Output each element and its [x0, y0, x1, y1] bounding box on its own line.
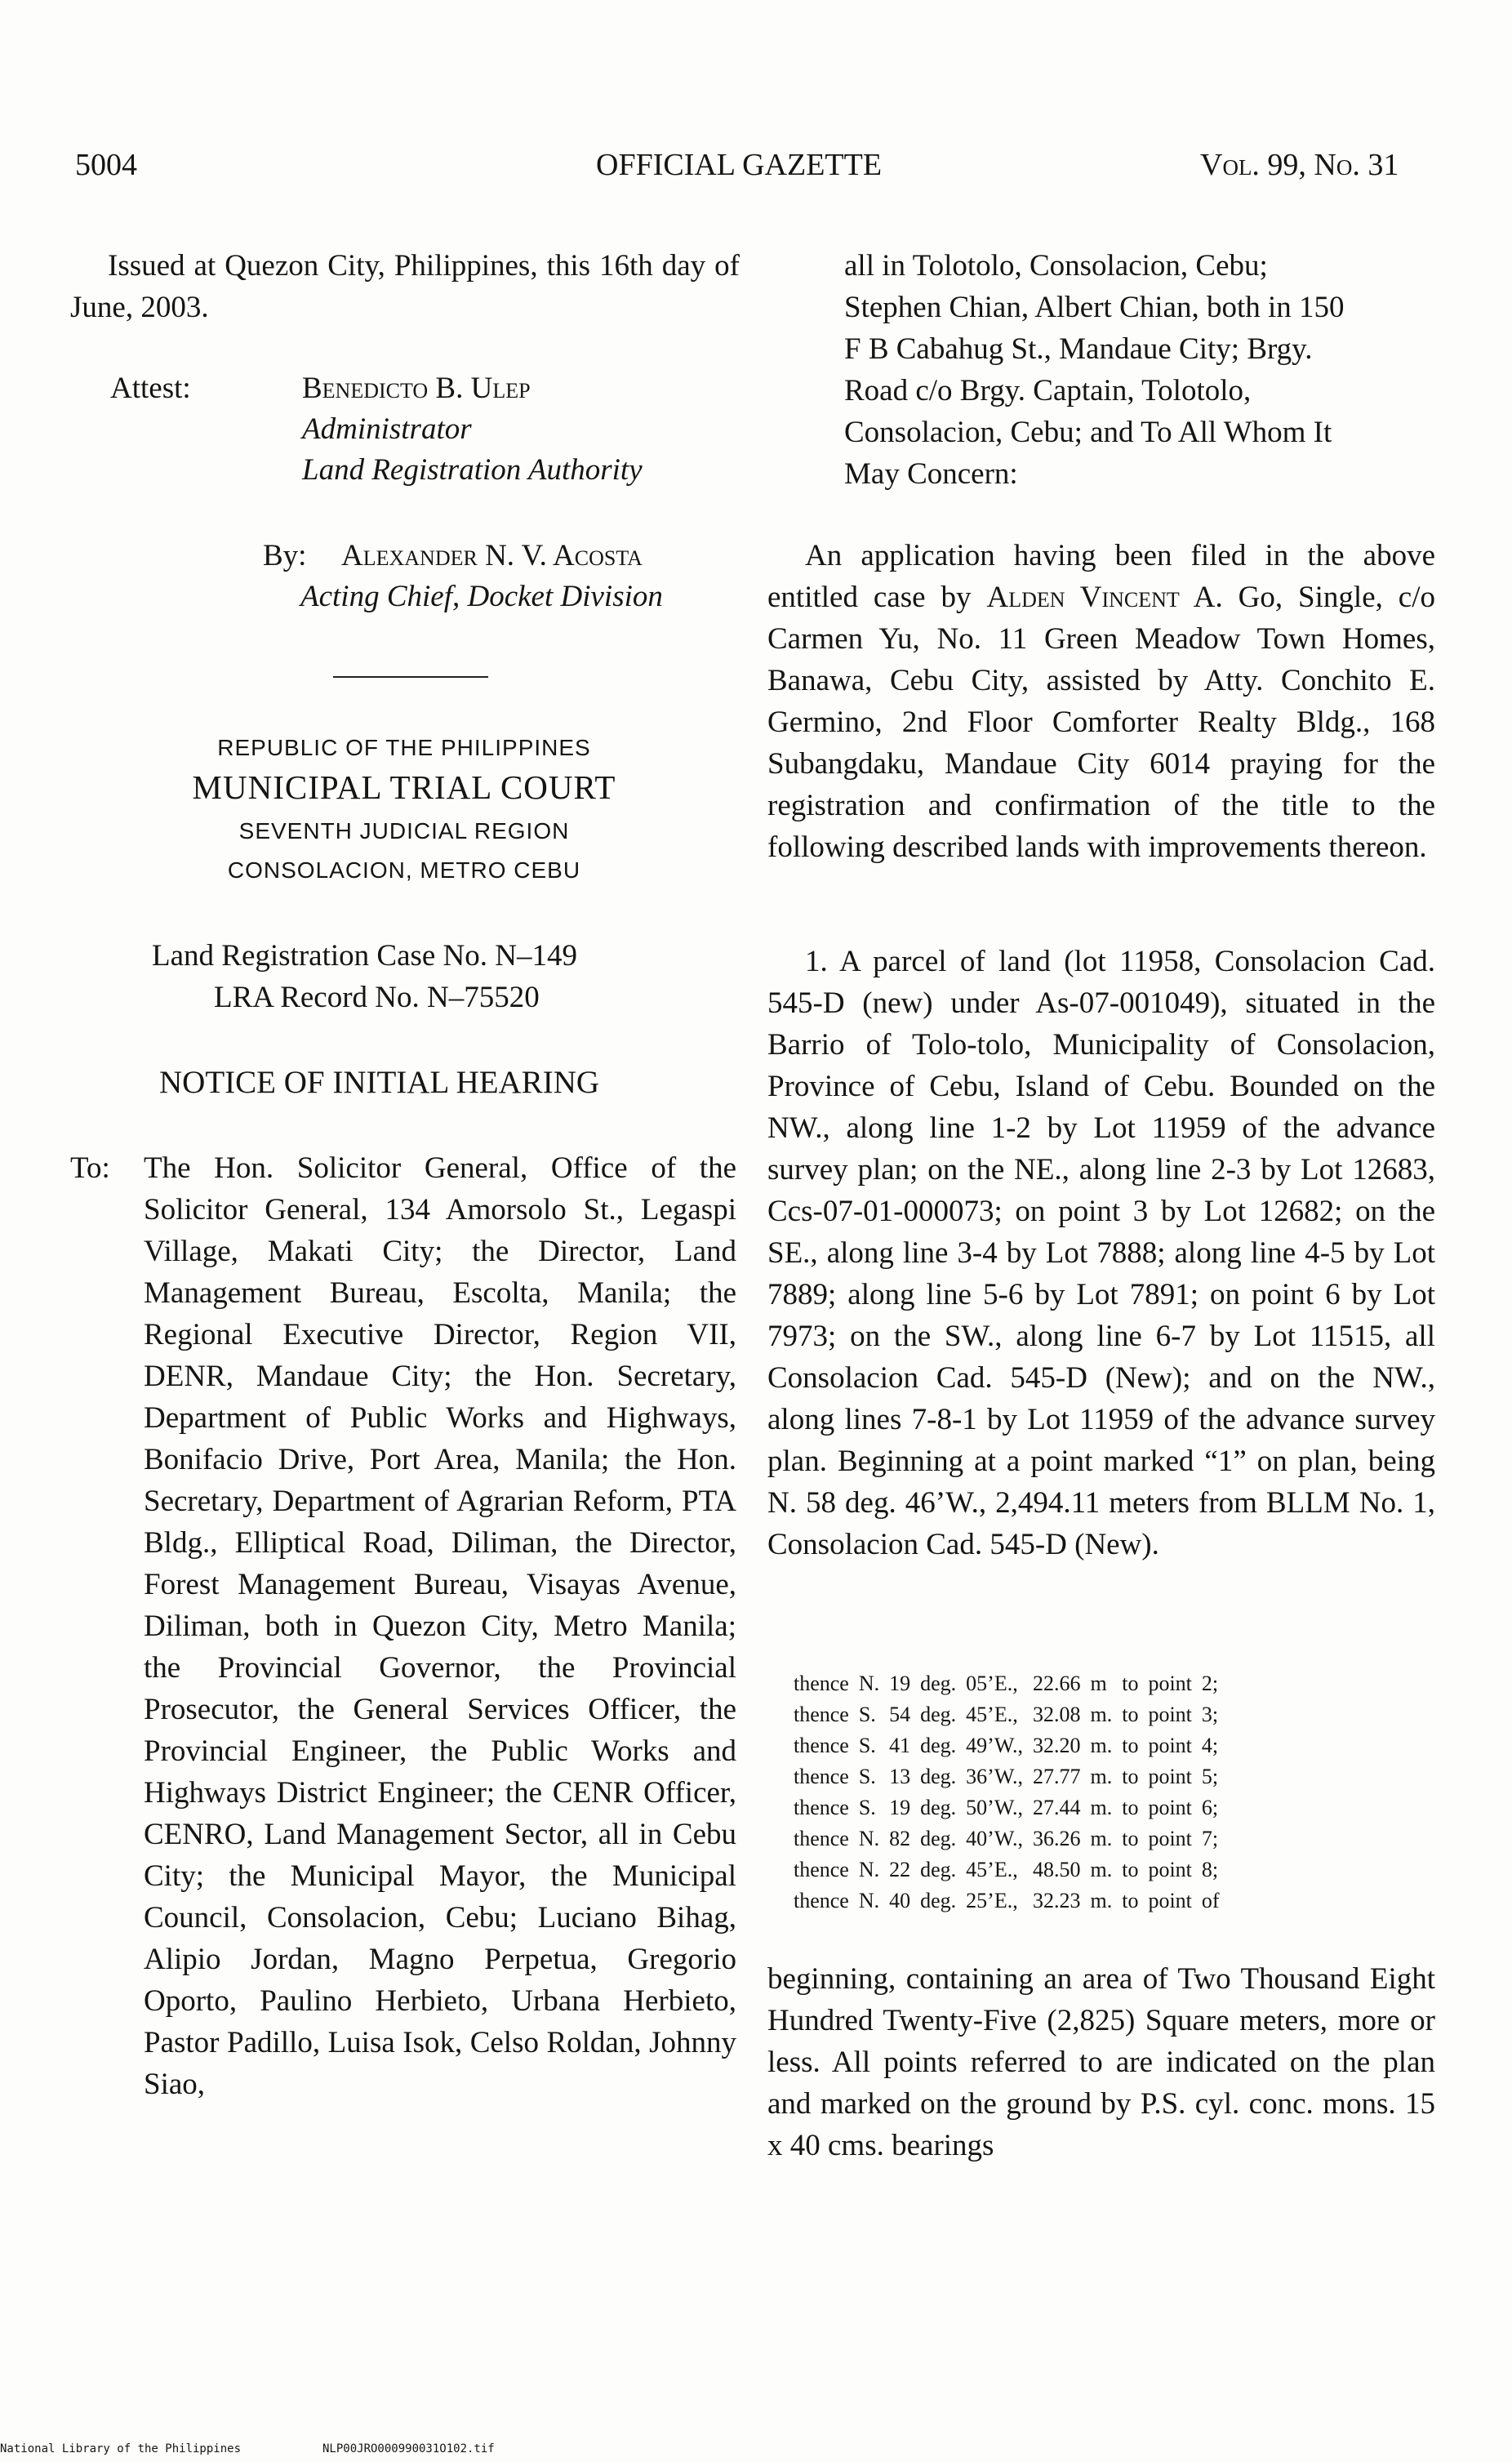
bearing-bearing-deg: 19 [889, 1796, 911, 1819]
bearing-row [794, 1761, 1230, 1792]
bearing-row [794, 1730, 1230, 1761]
bearing-thence-word: thence [794, 1672, 849, 1695]
bearing-row [794, 1885, 1230, 1917]
by-name: Alexander N. V. Acosta [341, 539, 643, 572]
bearing-distance: 22.66 [1032, 1672, 1081, 1695]
bearing-bearing-min: 45’E., [966, 1703, 1018, 1726]
bearing-bearing-dir: S. [858, 1765, 876, 1788]
bearing-bearing-min: 49’W., [966, 1734, 1023, 1757]
bearing-thence-word: thence [794, 1703, 849, 1726]
addressees: The Hon. Solicitor General, Office of the Solicitor General, 134 Amorsolo St., Legaspi Village, Makati City; the Director, Land Management Bureau, Escolta, Manila; the Regional Executive Director, Region VII, DENR, Mandaue City; the Hon. Secretary, Department of Public Works and Highways, Bonifacio Drive, Port Area, Manila; the Hon. Secretary, Department of Agrarian Reform, PTA Bldg., Elliptical Road, Diliman, the Director, Forest Management Bureau, Visayas Avenue, Diliman, both in Quezon City, Metro Manila; the Provincial Governor, the Provincial Prosecutor, the General Services Officer, the Provincial Engineer, the Public Works and Highways District Engineer; the CENR Officer, CENRO, Land Management Sector, all in Cebu City; the Municipal Mayor, the Municipal Council, Consolacion, Cebu; Luciano Bihag, Alipio Jordan, Magno Perpetua, Gregorio Oporto, Paulino Herbieto, Urbana Herbieto, Pastor Padillo, Luisa Isok, Celso Roldan, Johnny Siao, [144, 1151, 736, 2101]
bearing-row [794, 1668, 1230, 1699]
file-id: NLP00JRO000990031O102.tif [322, 2442, 495, 2455]
court-region: SEVENTH JUDICIAL REGION [238, 818, 570, 844]
bearing-to-word: to [1122, 1765, 1139, 1788]
bearing-point-word: point [1148, 1827, 1192, 1850]
bearing-bearing-dir: N. [858, 1858, 880, 1881]
notice-title: NOTICE OF INITIAL HEARING [159, 1065, 600, 1100]
bearing-to-word: to [1122, 1858, 1139, 1881]
attest-label: Attest: [110, 372, 191, 405]
bearing-to-word: to [1122, 1672, 1139, 1695]
bearing-bearing-min: 05’E., [966, 1672, 1018, 1695]
bearing-to-word: to [1122, 1734, 1139, 1757]
bearing-thence-word: thence [794, 1889, 849, 1912]
bearing-bearing-dir: N. [858, 1827, 880, 1850]
bearing-unit: m. [1090, 1827, 1113, 1850]
bearing-bearing-min: 50’W., [966, 1796, 1023, 1819]
applicant-name: Alden Vincent [986, 581, 1180, 614]
bearing-deg-label: deg. [920, 1765, 957, 1788]
bearing-point-number: 8; [1201, 1858, 1219, 1881]
application-body: A. Go, Single, c/o Carmen Yu, No. 11 Green Meadow Town Homes, Banawa, Cebu City, assisted by Atty. Conchito E. Germino, 2nd Floor Comforter Realty Bldg., 168 Subangdaku, Mandaue City 6014 praying for the registration and confirmation of the title to the following described lands with improvements thereon. [767, 581, 1436, 864]
section-divider [333, 676, 488, 678]
by-title: Acting Chief, Docket Division [300, 580, 663, 613]
addressees-continued [844, 245, 1512, 495]
bearing-bearing-min: 40’W., [966, 1827, 1023, 1850]
bearing-bearing-dir: S. [858, 1796, 876, 1819]
publication-title: OFFICIAL GAZETTE [596, 148, 883, 182]
addressees-line: May Concern: [844, 457, 1018, 491]
bearing-bearing-min: 25’E., [966, 1889, 1018, 1912]
bearing-point-number: of [1201, 1889, 1220, 1912]
bearing-distance: 32.20 [1032, 1734, 1081, 1757]
bearing-bearing-dir: N. [858, 1672, 880, 1695]
bearing-bearing-deg: 19 [889, 1672, 911, 1695]
bearing-bearing-deg: 13 [889, 1765, 911, 1788]
addressees-line: Consolacion, Cebu; and To All Whom It [844, 416, 1332, 449]
bearing-to-word: to [1122, 1796, 1139, 1819]
lra-record: LRA Record No. N–75520 [214, 981, 540, 1014]
signatory-title: Administrator [302, 412, 472, 446]
bearing-point-number: 4; [1201, 1734, 1219, 1757]
parcel-description: 1. A parcel of land (lot 11958, Consolacion Cad. 545-D (new) under As-07-001049), situated in the Barrio of Tolo-tolo, Municipality of Consolacion, Province of Cebu, Island of Cebu. Bounded on the NW., along line 1-2 by Lot 11959 of the advance survey plan; on the NE., along line 2-3 by Lot 12683, Ccs-07-01-000073; on point 3 by Lot 12682; on the SE., along line 3-4 by Lot 7888; along line 4-5 by Lot 7889; along line 5-6 by Lot 7891; on point 6 by Lot 7973; on the SW., along line 6-7 by Lot 11515, all Consolacion Cad. 545-D (New); and on the NW., along lines 7-8-1 by Lot 11959 of the advance survey plan. Beginning at a point marked “1” on plan, being N. 58 deg. 46’W., 2,494.11 meters from BLLM No. 1, Consolacion Cad. 545-D (New). [767, 945, 1435, 1561]
bearing-point-number: 5; [1201, 1765, 1219, 1788]
signatory-name: Benedicto B. Ulep [302, 372, 531, 405]
bearing-distance: 48.50 [1032, 1858, 1081, 1881]
bearing-bearing-dir: S. [858, 1734, 876, 1757]
bearing-deg-label: deg. [920, 1889, 957, 1912]
bearing-distance: 27.77 [1032, 1765, 1081, 1788]
bearing-bearing-deg: 41 [889, 1734, 911, 1757]
bearing-to-word: to [1122, 1827, 1139, 1850]
bearing-bearing-deg: 54 [889, 1703, 911, 1726]
bearing-unit: m. [1090, 1703, 1113, 1726]
bearing-row [794, 1854, 1230, 1885]
bearing-point-word: point [1148, 1703, 1192, 1726]
bearing-deg-label: deg. [920, 1827, 957, 1850]
bearing-thence-word: thence [794, 1858, 849, 1881]
bearing-unit: m [1090, 1672, 1107, 1695]
bearing-deg-label: deg. [920, 1858, 957, 1881]
bearing-point-word: point [1148, 1765, 1192, 1788]
issued-statement: Issued at Quezon City, Philippines, this 16th day of June, 2003. [70, 249, 740, 324]
bearing-bearing-deg: 40 [889, 1889, 911, 1912]
bearing-to-word: to [1122, 1889, 1139, 1912]
bearing-point-word: point [1148, 1889, 1192, 1912]
bearing-row [794, 1792, 1230, 1823]
application-paragraph [767, 535, 1435, 868]
library-credit: National Library of the Philippines [0, 2442, 242, 2455]
bearing-thence-word: thence [794, 1796, 849, 1819]
bearing-bearing-dir: S. [858, 1703, 876, 1726]
bearing-point-number: 2; [1201, 1672, 1219, 1695]
bearing-point-word: point [1148, 1858, 1192, 1881]
bearing-point-number: 7; [1201, 1827, 1219, 1850]
bearing-point-number: 3; [1201, 1703, 1219, 1726]
case-number: Land Registration Case No. N–149 [152, 939, 577, 973]
bearing-unit: m. [1090, 1889, 1113, 1912]
bearing-row [794, 1823, 1230, 1854]
bearing-point-word: point [1148, 1734, 1192, 1757]
addressees-line: Stephen Chian, Albert Chian, both in 150 [844, 291, 1345, 324]
bearing-deg-label: deg. [920, 1672, 957, 1695]
bearing-thence-word: thence [794, 1827, 849, 1850]
bearings-table [794, 1668, 1230, 1917]
signatory-office: Land Registration Authority [302, 453, 643, 487]
bearing-thence-word: thence [794, 1734, 849, 1757]
bearing-row [794, 1699, 1230, 1730]
volume-info: Vol. 99, No. 31 [1200, 148, 1399, 182]
bearing-thence-word: thence [794, 1765, 849, 1788]
bearing-bearing-min: 36’W., [966, 1765, 1023, 1788]
bearing-bearing-deg: 82 [889, 1827, 911, 1850]
bearing-to-word: to [1122, 1703, 1139, 1726]
page-number: 5004 [75, 148, 137, 182]
addressees-line: F B Cabahug St., Mandaue City; Brgy. [844, 332, 1313, 366]
court-name: MUNICIPAL TRIAL COURT [192, 768, 616, 806]
by-label: By: [263, 539, 307, 572]
bearing-point-number: 6; [1201, 1796, 1219, 1819]
application-intro: An application having been filed in the above entitled case by [767, 539, 1435, 614]
bearing-distance: 32.23 [1032, 1889, 1081, 1912]
bearing-distance: 36.26 [1032, 1827, 1081, 1850]
bearing-unit: m. [1090, 1858, 1113, 1881]
bearing-unit: m. [1090, 1765, 1113, 1788]
bearing-deg-label: deg. [920, 1796, 957, 1819]
bearing-distance: 32.08 [1032, 1703, 1081, 1726]
bearing-bearing-dir: N. [858, 1889, 880, 1912]
bearing-deg-label: deg. [920, 1703, 957, 1726]
to-label: To: [70, 1151, 110, 1185]
bearing-point-word: point [1148, 1672, 1192, 1695]
bearing-deg-label: deg. [920, 1734, 957, 1757]
bearing-unit: m. [1090, 1796, 1113, 1819]
bearing-distance: 27.44 [1032, 1796, 1081, 1819]
court-location: CONSOLACION, METRO CEBU [227, 857, 581, 883]
bearing-bearing-min: 45’E., [966, 1858, 1018, 1881]
closing-paragraph: beginning, containing an area of Two Thousand Eight Hundred Twenty-Five (2,825) Square meters, more or less. All points referred to are indicated on the plan and marked on the ground by P.S. cyl. conc. mons. 15 x 40 cms. bearings [767, 1962, 1435, 2162]
addressees-line: Road c/o Brgy. Captain, Tolotolo, [844, 374, 1252, 407]
bearing-point-word: point [1148, 1796, 1192, 1819]
court-republic: REPUBLIC OF THE PHILIPPINES [217, 735, 591, 760]
bearing-bearing-deg: 22 [889, 1858, 911, 1881]
addressees-line: all in Tolotolo, Consolacion, Cebu; [844, 249, 1268, 283]
bearing-unit: m. [1090, 1734, 1113, 1757]
